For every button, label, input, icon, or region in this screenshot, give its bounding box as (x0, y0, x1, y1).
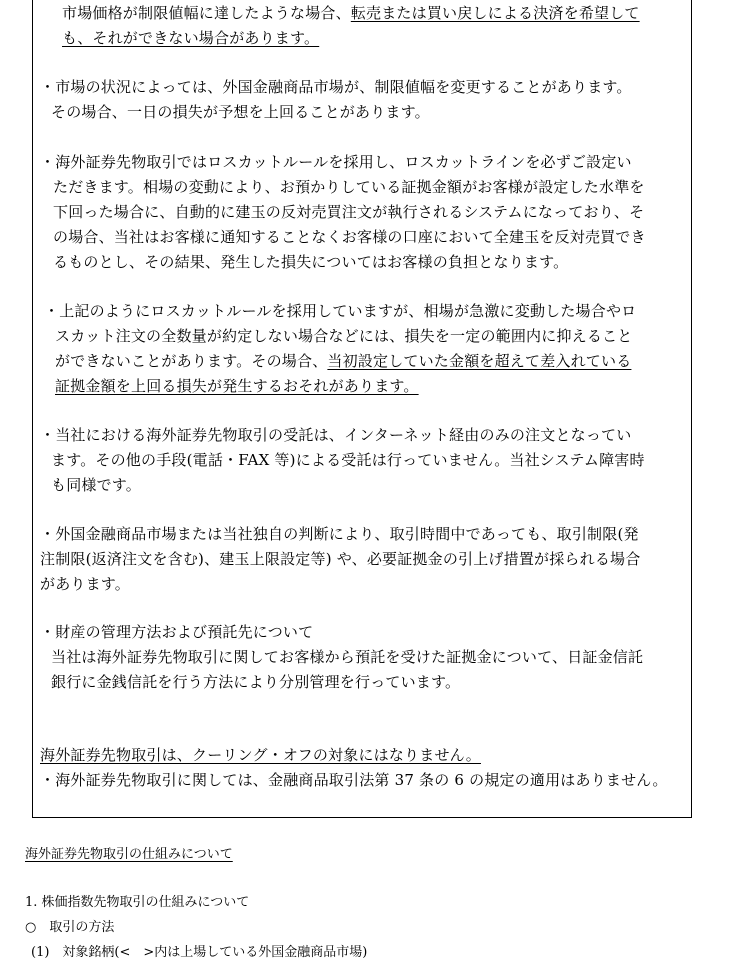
underlined-text: 転売または買い戻しによる決済を希望して (350, 4, 640, 22)
paragraph-line: 注制限(返済注文を含む)、建玉上限設定等) や、必要証拠金の引上げ措置が採られる場合 (40, 550, 641, 568)
paragraph-line: 下回った場合に、自動的に建玉の反対売買注文が執行されるシステムになっており、そ (53, 203, 645, 221)
underlined-text: 海外証券先物取引は、クーリング・オフの対象にはなりません。 (40, 746, 481, 764)
paragraph-line: スカット注文の全数量が約定しない場合などには、損失を一定の範囲内に抑えること (55, 327, 633, 345)
underlined-text: 証拠金額を上回る損失が発生するおそれがあります。 (55, 377, 419, 395)
bullet-line: ・市場の状況によっては、外国金融商品市場が、制限値幅を変更することがあります。 (40, 78, 632, 96)
bullet-line: ・財産の管理方法および預託先について (40, 623, 314, 641)
bullet-line: ・外国金融商品市場または当社独自の判断により、取引時間中であっても、取引制限(発 (40, 525, 639, 543)
subsection-item: (1) 対象銘柄(< >内は上場している外国金融商品市場) (31, 945, 368, 960)
underlined-text: も、それができない場合があります。 (62, 29, 320, 47)
paragraph-line: も同様です。 (51, 476, 142, 494)
text-segment: 市場価格が制限値幅に達したような場合、 (62, 4, 351, 22)
paragraph-line (62, 1, 640, 26)
paragraph-line (55, 349, 631, 374)
underlined-text: 当初設定していた金額を超えて差入れている (327, 352, 632, 370)
paragraph-line: ただきます。相場の変動により、お預かりしている証拠金額がお客様が設定した水準を (53, 178, 645, 196)
paragraph-line: 銀行に金銭信託を行う方法により分別管理を行っています。 (51, 673, 461, 691)
bullet-line: ・海外証券先物取引ではロスカットルールを採用し、ロスカットラインを必ずご設定い (40, 153, 632, 171)
bullet-line: ・上記のようにロスカットルールを採用していますが、相場が急激に変動した場合やロ (44, 302, 637, 320)
paragraph-line: 当社は海外証券先物取引に関してお客様から預託を受けた証拠金について、日証金信託 (51, 648, 644, 666)
paragraph-line: があります。 (40, 575, 131, 593)
section-title: 海外証券先物取引の仕組みについて (25, 847, 233, 862)
paragraph-line: るものとし、その結果、発生した損失についてはお客様の負担となります。 (53, 253, 569, 271)
bullet-line: ・当社における海外証券先物取引の受託は、インターネット経由のみの注文となってい (40, 426, 632, 444)
subsection-heading: ○ 取引の方法 (25, 920, 115, 935)
bullet-line: ・海外証券先物取引に関しては、金融商品取引法第 37 条の 6 の規定の適用はありません。 (40, 771, 668, 789)
text-segment: ができないことがあります。その場合、 (55, 352, 328, 370)
section-heading: 1. 株価指数先物取引の仕組みについて (25, 895, 250, 910)
paragraph-line: その場合、一日の損失が予想を上回ることがあります。 (51, 103, 430, 121)
paragraph-line: の場合、当社はお客様に通知することなくお客様の口座において全建玉を反対売買でき (53, 228, 646, 246)
paragraph-line: ます。その他の手段(電話・FAX 等)による受託は行っていません。当社システム障害時 (51, 451, 645, 469)
